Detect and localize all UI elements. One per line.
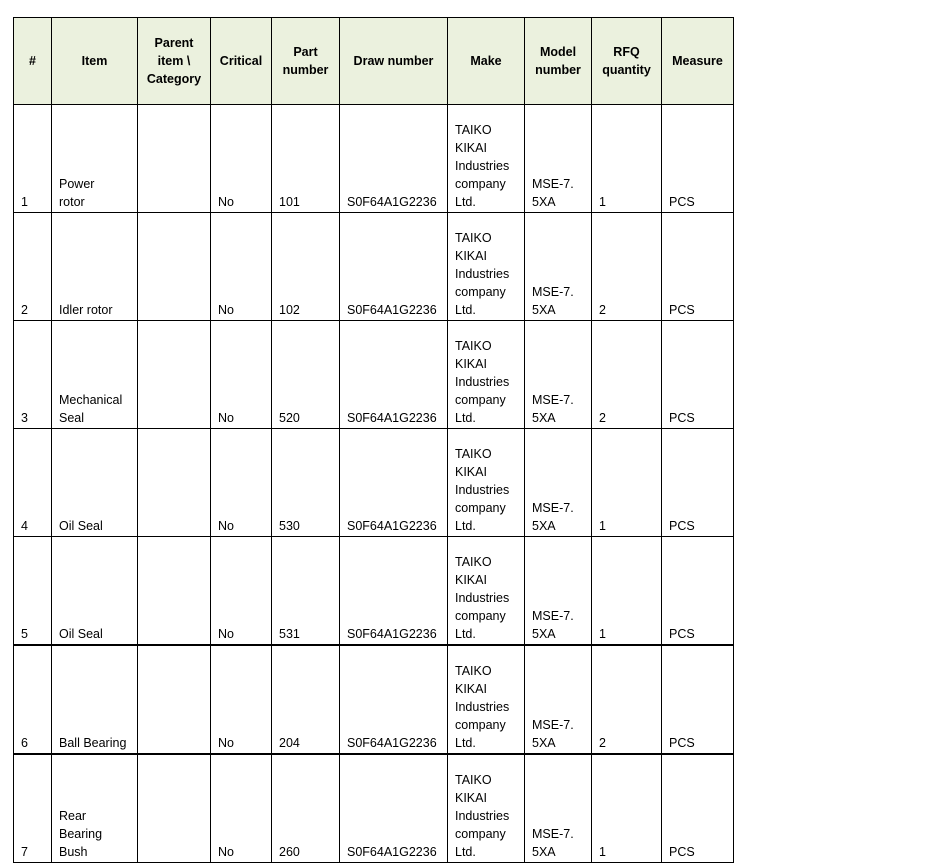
- cell-item: Power rotor: [52, 105, 138, 213]
- header-parent-category: Parent item \ Category: [138, 18, 211, 105]
- cell-item: Mechanical Seal: [52, 321, 138, 429]
- cell-make: TAIKO KIKAI Industries company Ltd.: [448, 754, 525, 863]
- cell-item: Idler rotor: [52, 213, 138, 321]
- cell-model-number: MSE-7. 5XA: [525, 754, 592, 863]
- cell-part-number: 520: [272, 321, 340, 429]
- table-row: [14, 105, 734, 213]
- cell-parent: [138, 321, 211, 429]
- table-row: [14, 645, 734, 754]
- header-make: Make: [448, 18, 525, 105]
- cell-rfq-quantity: 2: [592, 213, 662, 321]
- header-model-number: Model number: [525, 18, 592, 105]
- cell-parent: [138, 754, 211, 863]
- cell-measure: PCS: [662, 754, 734, 863]
- cell-model-number: MSE-7. 5XA: [525, 429, 592, 537]
- table-row: [14, 537, 734, 646]
- header-item: Item: [52, 18, 138, 105]
- cell-critical: No: [211, 754, 272, 863]
- cell-critical: No: [211, 105, 272, 213]
- table-row: [14, 213, 734, 321]
- cell-model-number: MSE-7. 5XA: [525, 537, 592, 646]
- cell-make: TAIKO KIKAI Industries company Ltd.: [448, 429, 525, 537]
- table-row: [14, 321, 734, 429]
- cell-measure: PCS: [662, 537, 734, 646]
- cell-rfq-quantity: 1: [592, 105, 662, 213]
- cell-rfq-quantity: 2: [592, 321, 662, 429]
- cell-num: 1: [14, 105, 52, 213]
- cell-draw-number: S0F64A1G2236: [340, 645, 448, 754]
- cell-measure: PCS: [662, 321, 734, 429]
- cell-part-number: 101: [272, 105, 340, 213]
- cell-critical: No: [211, 213, 272, 321]
- cell-draw-number: S0F64A1G2236: [340, 213, 448, 321]
- cell-item: Rear Bearing Bush: [52, 754, 138, 863]
- cell-rfq-quantity: 2: [592, 645, 662, 754]
- cell-measure: PCS: [662, 645, 734, 754]
- cell-part-number: 530: [272, 429, 340, 537]
- cell-part-number: 204: [272, 645, 340, 754]
- cell-parent: [138, 429, 211, 537]
- cell-rfq-quantity: 1: [592, 754, 662, 863]
- header-critical: Critical: [211, 18, 272, 105]
- cell-item: Ball Bearing: [52, 645, 138, 754]
- cell-parent: [138, 105, 211, 213]
- cell-num: 6: [14, 645, 52, 754]
- cell-parent: [138, 537, 211, 646]
- cell-item: Oil Seal: [52, 537, 138, 646]
- cell-item: Oil Seal: [52, 429, 138, 537]
- cell-measure: PCS: [662, 213, 734, 321]
- cell-make: TAIKO KIKAI Industries company Ltd.: [448, 321, 525, 429]
- cell-num: 3: [14, 321, 52, 429]
- cell-parent: [138, 645, 211, 754]
- cell-measure: PCS: [662, 105, 734, 213]
- cell-draw-number: S0F64A1G2236: [340, 429, 448, 537]
- header-row: [14, 18, 734, 105]
- cell-num: 2: [14, 213, 52, 321]
- cell-make: TAIKO KIKAI Industries company Ltd.: [448, 537, 525, 646]
- cell-draw-number: S0F64A1G2236: [340, 754, 448, 863]
- cell-make: TAIKO KIKAI Industries company Ltd.: [448, 105, 525, 213]
- rfq-sheet: [13, 17, 734, 863]
- cell-make: TAIKO KIKAI Industries company Ltd.: [448, 645, 525, 754]
- cell-num: 4: [14, 429, 52, 537]
- table-row: [14, 429, 734, 537]
- table-row: [14, 754, 734, 863]
- cell-num: 5: [14, 537, 52, 646]
- cell-draw-number: S0F64A1G2236: [340, 105, 448, 213]
- header-num: #: [14, 18, 52, 105]
- cell-parent: [138, 213, 211, 321]
- cell-critical: No: [211, 429, 272, 537]
- cell-draw-number: S0F64A1G2236: [340, 537, 448, 646]
- cell-model-number: MSE-7. 5XA: [525, 645, 592, 754]
- cell-draw-number: S0F64A1G2236: [340, 321, 448, 429]
- cell-model-number: MSE-7. 5XA: [525, 213, 592, 321]
- cell-measure: PCS: [662, 429, 734, 537]
- cell-rfq-quantity: 1: [592, 429, 662, 537]
- header-part-number: Part number: [272, 18, 340, 105]
- cell-part-number: 102: [272, 213, 340, 321]
- cell-make: TAIKO KIKAI Industries company Ltd.: [448, 213, 525, 321]
- header-draw-number: Draw number: [340, 18, 448, 105]
- cell-rfq-quantity: 1: [592, 537, 662, 646]
- cell-model-number: MSE-7. 5XA: [525, 105, 592, 213]
- cell-num: 7: [14, 754, 52, 863]
- header-measure: Measure: [662, 18, 734, 105]
- cell-model-number: MSE-7. 5XA: [525, 321, 592, 429]
- cell-part-number: 260: [272, 754, 340, 863]
- cell-part-number: 531: [272, 537, 340, 646]
- cell-critical: No: [211, 537, 272, 646]
- cell-critical: No: [211, 321, 272, 429]
- header-rfq-quantity: RFQ quantity: [592, 18, 662, 105]
- rfq-table: [13, 17, 734, 863]
- cell-critical: No: [211, 645, 272, 754]
